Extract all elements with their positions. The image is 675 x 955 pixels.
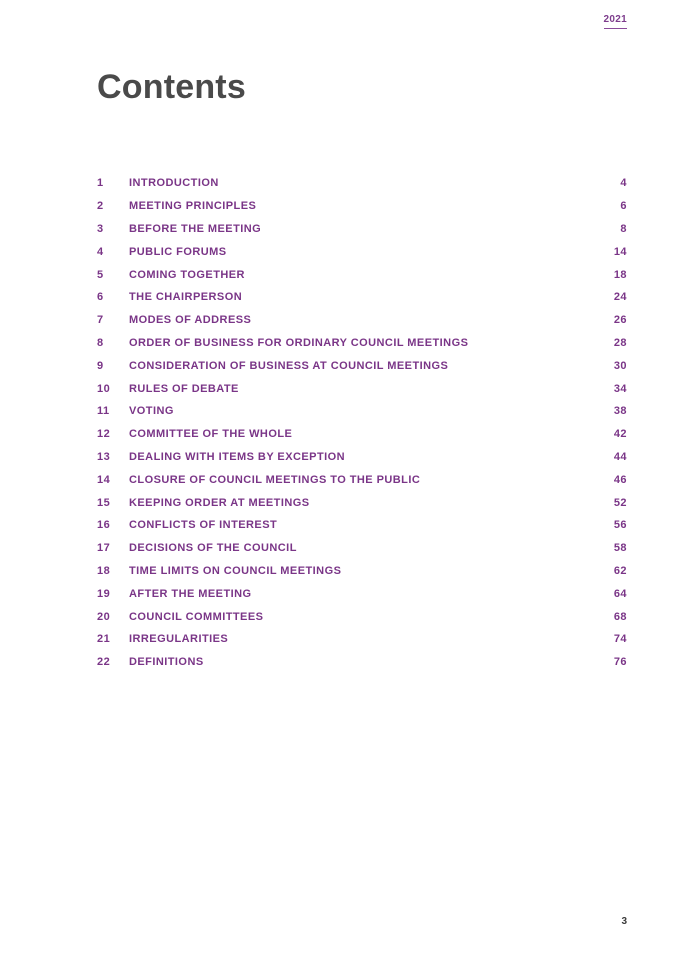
- toc-entry-title: PUBLIC FORUMS: [129, 245, 227, 258]
- toc-entry-number: 5: [97, 268, 104, 281]
- toc-entry-title: MODES OF ADDRESS: [129, 314, 252, 327]
- toc-entry-number: 18: [97, 564, 111, 577]
- toc-entry-number: 1: [97, 177, 104, 190]
- toc-entry[interactable]: [97, 491, 627, 514]
- toc-entry-page: 18: [613, 268, 627, 281]
- toc-entry-page: 64: [613, 587, 627, 600]
- toc-entry-number: 7: [97, 314, 104, 327]
- toc-entry-title: BEFORE THE MEETING: [129, 222, 262, 235]
- toc-entry-page: 42: [613, 428, 627, 441]
- toc-entry-number: 19: [97, 587, 111, 600]
- toc-entry-page: 46: [613, 473, 627, 486]
- toc-entry-number: 14: [97, 473, 111, 486]
- toc-entry-page: 8: [620, 222, 627, 235]
- toc-entry-page: 52: [613, 496, 627, 509]
- toc-entry[interactable]: [97, 400, 627, 423]
- toc-entry-number: 10: [97, 382, 111, 395]
- toc-entry-page: 14: [613, 245, 627, 258]
- toc-entry[interactable]: [97, 195, 627, 218]
- toc-entry-title: DEFINITIONS: [129, 656, 204, 669]
- toc-entry-page: 38: [613, 405, 627, 418]
- toc-entry-title: DECISIONS OF THE COUNCIL: [129, 542, 297, 555]
- toc-entry-title: TIME LIMITS ON COUNCIL MEETINGS: [129, 564, 342, 577]
- toc-entry-title: COMING TOGETHER: [129, 268, 245, 281]
- toc-entry[interactable]: [97, 423, 627, 446]
- toc-entry-number: 15: [97, 496, 111, 509]
- toc-entry-number: 12: [97, 428, 111, 441]
- toc-entry[interactable]: [97, 446, 627, 469]
- toc-entry[interactable]: [97, 354, 627, 377]
- toc-entry-title: INTRODUCTION: [129, 177, 219, 190]
- toc-entry[interactable]: [97, 651, 627, 674]
- toc-entry-number: 20: [97, 610, 111, 623]
- toc-entry[interactable]: [97, 582, 627, 605]
- header-year: 2021: [604, 14, 627, 29]
- toc-entry-page: 30: [613, 359, 627, 372]
- toc-entry[interactable]: [97, 468, 627, 491]
- toc-entry[interactable]: [97, 537, 627, 560]
- toc-entry-page: 62: [613, 564, 627, 577]
- toc-entry[interactable]: [97, 286, 627, 309]
- toc-entry[interactable]: [97, 628, 627, 651]
- toc-entry-title: IRREGULARITIES: [129, 633, 229, 646]
- toc-entry-number: 4: [97, 245, 104, 258]
- toc-entry-number: 22: [97, 656, 111, 669]
- toc-entry-title: AFTER THE MEETING: [129, 587, 252, 600]
- toc-entry-title: CONSIDERATION OF BUSINESS AT COUNCIL MEETINGS: [129, 359, 449, 372]
- toc-entry-number: 3: [97, 222, 104, 235]
- toc-entry-number: 16: [97, 519, 111, 532]
- toc-entry-number: 11: [97, 405, 110, 418]
- toc-entry[interactable]: [97, 263, 627, 286]
- toc-entry[interactable]: [97, 377, 627, 400]
- toc-entry[interactable]: [97, 332, 627, 355]
- page-number: 3: [621, 916, 627, 927]
- table-of-contents: [97, 172, 627, 674]
- toc-entry[interactable]: [97, 218, 627, 241]
- toc-entry-title: THE CHAIRPERSON: [129, 291, 243, 304]
- toc-entry-number: 13: [97, 450, 111, 463]
- toc-entry[interactable]: [97, 172, 627, 195]
- page-title: Contents: [97, 68, 246, 106]
- toc-entry[interactable]: [97, 240, 627, 263]
- toc-entry-number: 17: [97, 542, 111, 555]
- toc-entry-number: 2: [97, 200, 104, 213]
- toc-entry-title: COUNCIL COMMITTEES: [129, 610, 264, 623]
- toc-entry[interactable]: [97, 514, 627, 537]
- toc-entry-title: DEALING WITH ITEMS BY EXCEPTION: [129, 450, 346, 463]
- toc-entry-title: VOTING: [129, 405, 174, 418]
- toc-entry-page: 6: [620, 200, 627, 213]
- toc-entry-page: 44: [613, 450, 627, 463]
- toc-entry-page: 26: [613, 314, 627, 327]
- toc-entry-page: 56: [613, 519, 627, 532]
- toc-entry-number: 21: [97, 633, 111, 646]
- toc-entry-page: 28: [613, 336, 627, 349]
- toc-entry-page: 76: [613, 656, 627, 669]
- toc-entry[interactable]: [97, 309, 627, 332]
- toc-entry-page: 24: [613, 291, 627, 304]
- toc-entry-title: CLOSURE OF COUNCIL MEETINGS TO THE PUBLIC: [129, 473, 421, 486]
- toc-entry-page: 74: [613, 633, 627, 646]
- toc-entry-title: ORDER OF BUSINESS FOR ORDINARY COUNCIL MEETINGS: [129, 336, 469, 349]
- toc-entry-page: 4: [620, 177, 627, 190]
- toc-entry-number: 6: [97, 291, 104, 304]
- toc-entry-title: CONFLICTS OF INTEREST: [129, 519, 278, 532]
- toc-entry-number: 9: [97, 359, 104, 372]
- toc-entry-title: KEEPING ORDER AT MEETINGS: [129, 496, 310, 509]
- toc-entry-page: 34: [613, 382, 627, 395]
- toc-entry-title: MEETING PRINCIPLES: [129, 200, 257, 213]
- toc-entry-page: 68: [613, 610, 627, 623]
- toc-entry-title: RULES OF DEBATE: [129, 382, 239, 395]
- toc-entry-page: 58: [613, 542, 627, 555]
- toc-entry[interactable]: [97, 605, 627, 628]
- toc-entry[interactable]: [97, 560, 627, 583]
- toc-entry-number: 8: [97, 336, 104, 349]
- toc-entry-title: COMMITTEE OF THE WHOLE: [129, 428, 293, 441]
